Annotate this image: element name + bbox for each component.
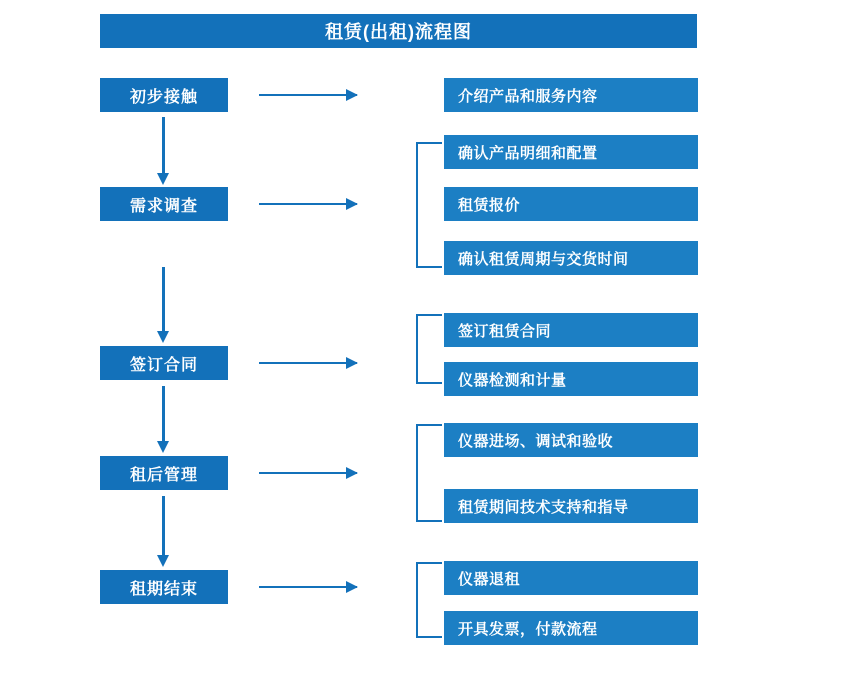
detail-box-4: 确认租赁周期与交货时间 [444, 241, 698, 275]
arrow-stage-2-details [259, 203, 357, 205]
connector-stage-2-3 [162, 267, 165, 332]
detail-box-8: 租赁期间技术支持和指导 [444, 489, 698, 523]
detail-box-1: 介绍产品和服务内容 [444, 78, 698, 112]
detail-box-7: 仪器进场、调试和验收 [444, 423, 698, 457]
stage-box-4: 租后管理 [100, 456, 228, 490]
stage-box-3: 签订合同 [100, 346, 228, 380]
connector-stage-4-5 [162, 496, 165, 556]
stage-box-5: 租期结束 [100, 570, 228, 604]
detail-box-9: 仪器退租 [444, 561, 698, 595]
detail-box-5: 签订租赁合同 [444, 313, 698, 347]
detail-box-10: 开具发票，付款流程 [444, 611, 698, 645]
arrow-stage-1-details [259, 94, 357, 96]
stage-box-2: 需求调查 [100, 187, 228, 221]
bracket-group-3 [416, 314, 442, 384]
bracket-group-2 [416, 142, 442, 268]
stage-box-1: 初步接触 [100, 78, 228, 112]
detail-box-3: 租赁报价 [444, 187, 698, 221]
diagram-title: 租赁(出租)流程图 [100, 14, 697, 48]
connector-stage-1-2 [162, 117, 165, 174]
detail-box-6: 仪器检测和计量 [444, 362, 698, 396]
bracket-group-5 [416, 562, 442, 638]
connector-stage-3-4 [162, 386, 165, 442]
arrow-stage-3-details [259, 362, 357, 364]
detail-box-2: 确认产品明细和配置 [444, 135, 698, 169]
arrow-stage-4-details [259, 472, 357, 474]
bracket-group-4 [416, 424, 442, 522]
arrow-stage-5-details [259, 586, 357, 588]
